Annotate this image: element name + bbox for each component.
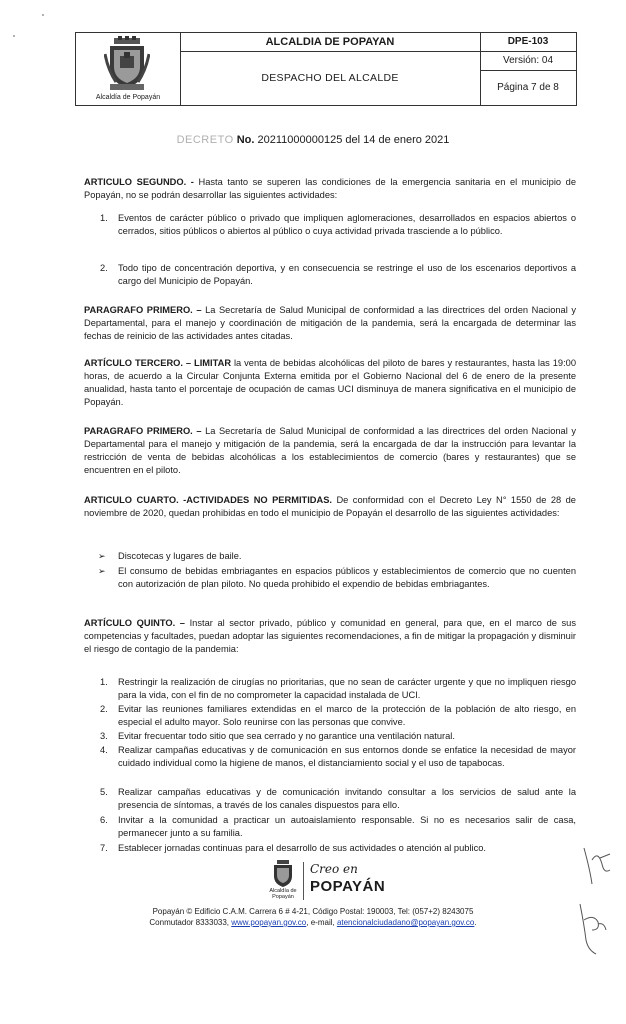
list-item-text: Restringir la realización de cirugías no prioritarias, que no sean de carácter urgente y que no impliquen riesgo para la vida, con el fin de no comprometer la capacidad instalada de UCI. <box>118 677 576 700</box>
document-header <box>75 32 577 106</box>
list-item <box>100 262 576 288</box>
entity-name: ALCALDIA DE POPAYAN <box>180 33 480 52</box>
article-text: Instar al sector privado, público y comunidad en general, para que, en el marco de sus competencias y facultades, puedan adoptar las siguientes recomendaciones, a fin de mitigar la propagación y disminuir el riesgo de contagio de la pandemia: <box>84 618 576 654</box>
email-link[interactable]: atencionalciudadano@popayan.gov.co <box>336 918 475 927</box>
slogan-line-1: Creo en <box>310 862 358 876</box>
article-text: la venta de bebidas alcohólicas del piloto de bares y restaurantes, hasta las 19:00 horas, de acuerdo a la Circular Conjunta Externa emitida por el Gobierno Nacional del 6 de enero de la presente anualidad, hasta tanto el porcentaje de ocupación de camas UCI disminuya de manera significativa en el municipio de Popayán. <box>84 358 576 407</box>
list-marker: 3. <box>100 731 108 741</box>
header-logo-cell <box>76 33 181 105</box>
office-name: DESPACHO DEL ALCALDE <box>261 72 399 84</box>
scan-speck <box>13 35 15 37</box>
popayan-crest-icon <box>272 860 294 888</box>
logo-caption: Alcaldía de Popayán <box>95 94 161 101</box>
list-marker: 5. <box>100 787 108 797</box>
list-item-text: Realizar campañas educativas y de comunicación invitando consultar a los servicios de salud ante la presencia de síntomas, a través de los canales dispuestos para ello. <box>118 787 576 810</box>
paragraph-text: La Secretaría de Salud Municipal de conformidad a las directrices del orden Nacional y Departamental, para el manejo y coordinación de mitigación de la pandemia, será la encargada de determinar las fechas de reinicio de las actividades antes citadas. <box>84 305 576 341</box>
list-item <box>100 730 576 743</box>
list-item-text: Establecer jornadas continuas para el desarrollo de sus actividades o atención al publico. <box>118 843 486 853</box>
document-version: Versión: 04 <box>480 52 576 71</box>
list-item <box>98 550 576 563</box>
article-lead: ARTICULO SEGUNDO. - <box>84 177 194 187</box>
list-item <box>100 842 576 855</box>
list-item-text: El consumo de bebidas embriagantes en espacios públicos y establecimientos de comercio que no cuenten con autorización de plan piloto. No queda prohibido el expendio de bebidas embriagantes. <box>118 566 576 589</box>
list-item-text: Todo tipo de concentración deportiva, y en consecuencia se restringe el uso de los escenarios deportivos a cargo del Municipio de Popayán. <box>118 263 576 286</box>
paragraph-first-a <box>84 304 576 343</box>
list-item-text: Eventos de carácter público o privado que impliquen aglomeraciones, desarrollados en espacios abiertos o cerrados, sitios públicos o abiertos al público o cuya actividad privada trasciende a lo público. <box>118 213 576 236</box>
footer-phone: Conmutador 8333033, <box>149 918 232 927</box>
decree-no: No. <box>236 134 255 146</box>
website-link[interactable]: www.popayan.gov.co <box>231 918 307 927</box>
slogan-line-2: POPAYÁN <box>310 878 386 895</box>
list-marker: 6. <box>100 815 108 825</box>
header-meta-cell <box>480 33 576 105</box>
footer-divider <box>303 862 304 900</box>
list-marker: 2. <box>100 263 108 273</box>
article-lead: ARTICULO CUARTO. -ACTIVIDADES NO PERMITIDAS. <box>84 495 333 505</box>
paragraph-text: La Secretaría de Salud Municipal de conformidad a las directrices del orden Nacional y Departamental para el manejo y mitigación de la pandemia, será la encargada de dar la instrucción para levantar la restricción de venta de bebidas alcohólicas a los establecimientos de comercio (bares y restaurantes) que se encuentren en el piloto. <box>84 426 576 475</box>
footer-sep: , e-mail, <box>306 918 337 927</box>
paragraph-lead: PARAGRAFO PRIMERO. – <box>84 305 202 315</box>
list-item-text: Evitar las reuniones familiares extendidas en el marco de la protección de la población de alto riesgo, en especial el adulto mayor. Solo reunirse con las personas que convive. <box>118 704 576 727</box>
list-item <box>100 703 576 729</box>
document-code: DPE-103 <box>480 33 576 52</box>
list-item-text: Evitar frecuentar todo sitio que sea cerrado y no garantice una ventilación natural. <box>118 731 455 741</box>
article-lead: ARTÍCULO QUINTO. – <box>84 618 185 628</box>
list-item-text: Realizar campañas educativas y de comunicación en sus entornos donde se enfatice la necesidad de mayor cuidado individual como la higiene de manos, el distanciamiento social y el uso de tapabocas. <box>118 745 576 768</box>
footer-end: . <box>474 918 477 927</box>
decree-word: DECRETO <box>176 134 234 146</box>
decree-title <box>0 134 626 146</box>
popayan-crest-icon <box>104 36 150 92</box>
decree-number-date: 20211000000125 del 14 de enero 2021 <box>257 134 450 146</box>
list-marker: 1. <box>100 677 108 687</box>
handwritten-initials-icon <box>580 840 616 890</box>
footer-address: Popayán © Edificio C.A.M. Carrera 6 # 4-21, Código Postal: 190003, Tel: (057+2) 8243075 <box>152 907 474 916</box>
list-item-text: Discotecas y lugares de baile. <box>118 551 242 561</box>
list-item <box>100 212 576 238</box>
list-item <box>98 565 576 591</box>
article-lead: ARTÍCULO TERCERO. – LIMITAR <box>84 358 232 368</box>
article-fifth <box>84 617 576 656</box>
scan-speck <box>42 14 44 16</box>
list-item <box>100 786 576 812</box>
article-second <box>84 176 576 202</box>
article-text: Hasta tanto se superen las condiciones de la emergencia sanitaria en el municipio de Popayán, no se podrán desarrollar las siguientes actividades: <box>84 177 576 200</box>
list-item <box>100 814 576 840</box>
list-marker: 2. <box>100 704 108 714</box>
footer-logo-caption: Alcaldía de Popayán <box>269 888 297 900</box>
header-title-cell <box>180 33 481 105</box>
paragraph-lead: PARAGRAFO PRIMERO. – <box>84 426 202 436</box>
arrow-bullet-icon: ➢ <box>98 551 106 561</box>
list-marker: 1. <box>100 213 108 223</box>
list-marker: 4. <box>100 745 108 755</box>
list-item <box>100 744 576 770</box>
footer-contact <box>0 917 626 928</box>
list-marker: 7. <box>100 843 108 853</box>
arrow-bullet-icon: ➢ <box>98 566 106 576</box>
list-item-text: Invitar a la comunidad a practicar un autoaislamiento responsable. Si no es necesarios salir de casa, permanecer junto a su familia. <box>118 815 576 838</box>
list-item <box>100 676 576 702</box>
paragraph-first-b <box>84 425 576 477</box>
page-indicator: Página 7 de 8 <box>497 82 559 93</box>
article-fourth <box>84 494 576 520</box>
article-third <box>84 357 576 409</box>
article-text: De conformidad con el Decreto Ley N° 1550 de 28 de noviembre de 2020, quedan prohibidas en todo el municipio de Popayán el desarrollo de las siguientes actividades: <box>84 495 576 518</box>
footer-logo <box>269 860 386 902</box>
